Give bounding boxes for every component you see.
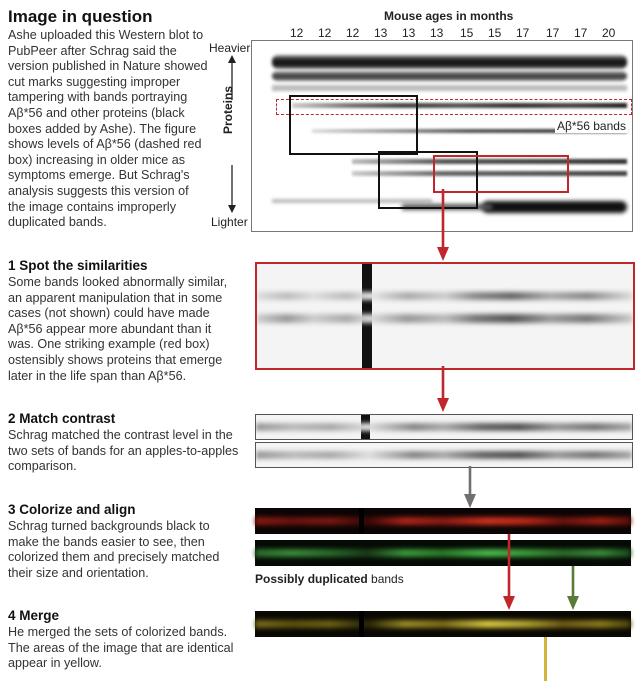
red-arrow xyxy=(436,366,450,412)
step-2-title: 2 Match contrast xyxy=(8,411,116,426)
blot-band xyxy=(272,85,627,91)
age-label: 17 xyxy=(574,26,588,40)
age-label: 17 xyxy=(546,26,560,40)
age-label: 13 xyxy=(374,26,388,40)
band-row xyxy=(256,451,632,459)
age-label: 12 xyxy=(318,26,332,40)
red-arrow xyxy=(502,534,516,610)
age-label: 12 xyxy=(346,26,360,40)
axis-title: Mouse ages in months xyxy=(384,9,514,23)
step-3-title: 3 Colorize and align xyxy=(8,502,136,517)
duplicated-label xyxy=(255,572,404,586)
blot-band xyxy=(482,201,627,213)
step-4-text: He merged the sets of colorized bands. The areas of the image that are identical appear in yellow. xyxy=(8,625,234,671)
age-label: 12 xyxy=(290,26,304,40)
merged-strip xyxy=(255,611,631,637)
cut-mark xyxy=(359,508,364,534)
green-colorized-strip xyxy=(255,540,631,566)
step-3-text: Schrag turned backgrounds black to make the bands easier to see, then colorized them and precisely matched their size and orientation. xyxy=(8,519,220,580)
step-1-title: 1 Spot the similarities xyxy=(8,258,148,273)
duplicated-label-rest: bands xyxy=(367,572,404,586)
duplicated-label-bold: Possibly duplicated xyxy=(255,572,368,586)
cut-mark xyxy=(359,611,364,637)
step-4-title: 4 Merge xyxy=(8,608,60,623)
yellow-pointer-line xyxy=(544,637,547,681)
band-row xyxy=(255,620,631,628)
red-colorized-strip xyxy=(255,508,631,534)
lighter-label: Lighter xyxy=(211,215,248,229)
step-2-text: Schrag matched the contrast level in the two sets of bands for an apples-to-apples comparison. xyxy=(8,428,239,474)
age-label: 13 xyxy=(430,26,444,40)
age-label: 13 xyxy=(402,26,416,40)
figure-title: Image in question xyxy=(8,7,153,26)
blot-band xyxy=(272,55,627,69)
proteins-label: Proteins xyxy=(221,85,235,134)
red-box xyxy=(433,155,569,193)
band-row xyxy=(256,423,632,431)
green-arrow xyxy=(566,566,580,610)
age-label: 15 xyxy=(488,26,502,40)
band-row xyxy=(255,517,631,525)
intro-text: Ashe uploaded this Western blot to PubPeer after Schrag said the version published in Nature showed cut marks suggesting improper tampering with bands portraying Aβ*56 and other proteins (black boxes added by Ashe). The figure shows levels of Aβ*56 (dashed red box) increasing in older mice as symptoms emerge. But Schrag's analysis suggests this version of the image contains improperly duplicated bands. xyxy=(8,28,208,230)
age-label: 20 xyxy=(602,26,616,40)
age-label: 15 xyxy=(460,26,474,40)
contrast-strip-upper xyxy=(255,414,633,440)
black-box xyxy=(289,95,418,155)
gray-arrow xyxy=(463,466,477,508)
heavier-label: Heavier xyxy=(209,41,251,55)
blot-band xyxy=(272,71,627,81)
age-label: 17 xyxy=(516,26,530,40)
red-arrow xyxy=(436,189,450,261)
ab56-label: Aβ*56 bands xyxy=(557,119,626,133)
size-axis-arrow xyxy=(226,55,238,213)
zoomed-bands-panel xyxy=(255,262,635,370)
band-row-lower xyxy=(257,314,633,323)
band-row xyxy=(255,549,631,557)
contrast-strip-lower xyxy=(255,442,633,468)
band-row-upper xyxy=(257,292,633,300)
step-1-text: Some bands looked abnormally similar, an apparent manipulation that in some cases (not shown) could have made Aβ*56 appear more abundant than it was. One striking example (red box) ostensibly shows proteins that emerge later in the life span than Aβ*56. xyxy=(8,275,228,383)
